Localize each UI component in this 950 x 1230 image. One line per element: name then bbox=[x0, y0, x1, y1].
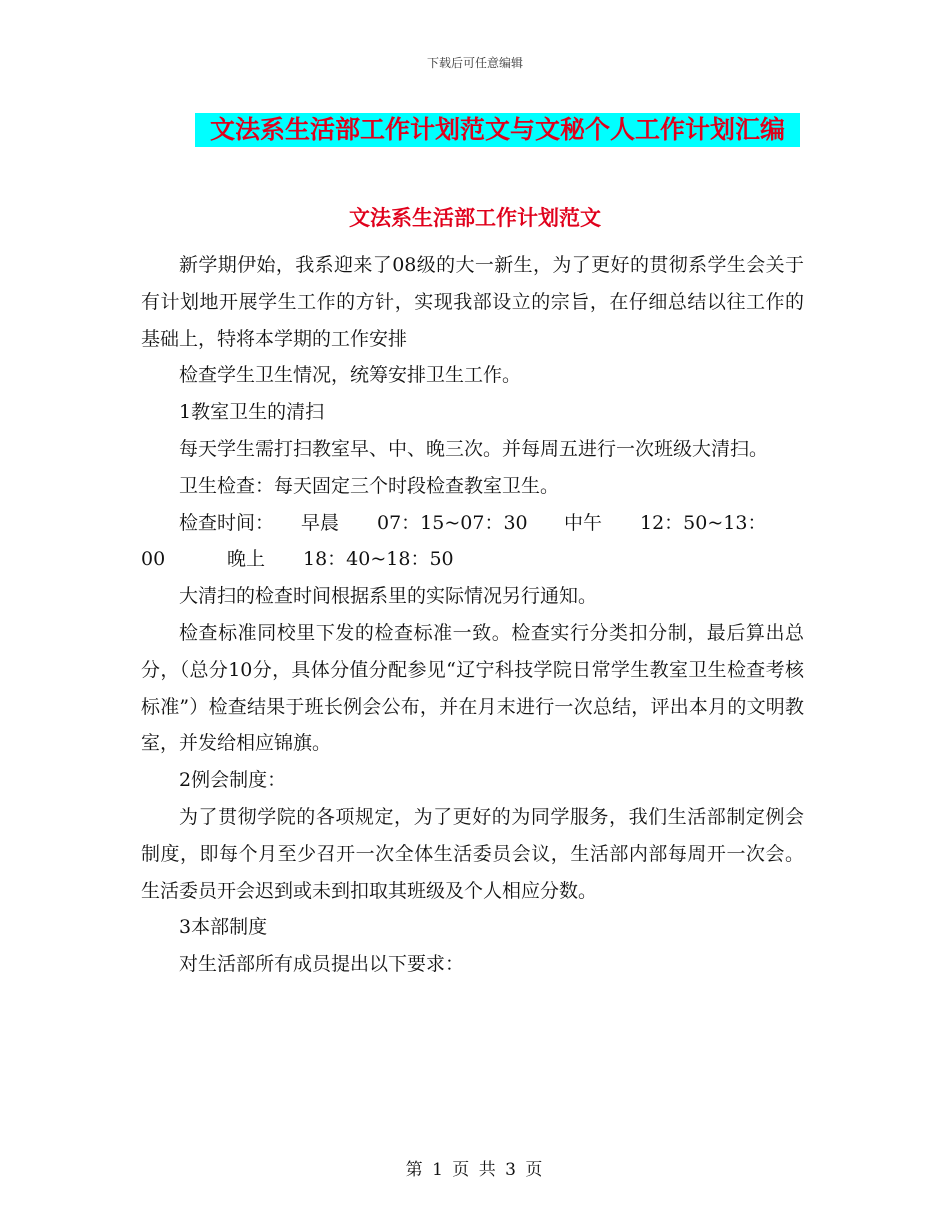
schedule-line bbox=[141, 505, 804, 542]
paragraph: 对生活部所有成员提出以下要求： bbox=[179, 953, 465, 976]
section-title: 文法系生活部工作计划范文 bbox=[349, 205, 601, 230]
schedule-evening-label: 晚上 bbox=[227, 548, 266, 571]
schedule-label: 检查时间： bbox=[179, 511, 275, 534]
page-number: 第 1 页 共 3 页 bbox=[405, 1160, 545, 1180]
document-title: 文法系生活部工作计划范文与文秘个人工作计划汇编 bbox=[195, 113, 800, 147]
schedule-morning-time: 07：15~07：30 bbox=[377, 511, 528, 534]
subheading-department-rules: 3本部制度 bbox=[179, 916, 268, 939]
schedule-noon-time-end: 00 bbox=[141, 548, 166, 571]
paragraph: 为了贯彻学院的各项规定，为了更好的为同学服务，我们生活部制定例会制度，即每个月至少召开一次全体生活委员会议，生活部内部每周开一次会。生活委员开会迟到或未到扣取其班级及个人相应分数。 bbox=[141, 805, 804, 902]
schedule-line-2 bbox=[141, 541, 804, 578]
paragraph: 大清扫的检查时间根据系里的实际情况另行通知。 bbox=[179, 585, 598, 608]
subheading-classroom-cleaning: 1教室卫生的清扫 bbox=[179, 401, 325, 424]
paragraph: 每天学生需打扫教室早、中、晚三次。并每周五进行一次班级大清扫。 bbox=[179, 437, 769, 460]
paragraph: 检查标准同校里下发的检查标准一致。检查实行分类扣分制，最后算出总分，（总分10分，具体分值分配参见“辽宁科技学院日常学生教室卫生检查考核标准”）检查结果于班长例会公布，并在月末进行一次总结，评出本月的文明教室，并发给相应锦旗。 bbox=[141, 621, 804, 755]
document-body bbox=[141, 247, 804, 983]
schedule-evening-time: 18：40~18：50 bbox=[303, 548, 454, 571]
schedule-noon-time: 12：50~13： bbox=[640, 511, 767, 534]
schedule-noon-label: 中午 bbox=[564, 511, 603, 534]
paragraph: 检查学生卫生情况，统筹安排卫生工作。 bbox=[179, 364, 522, 387]
paragraph: 卫生检查：每天固定三个时段检查教室卫生。 bbox=[179, 474, 560, 497]
subheading-meeting-system: 2例会制度： bbox=[179, 769, 287, 792]
schedule-morning-label: 早晨 bbox=[301, 511, 340, 534]
header-note: 下载后可任意编辑 bbox=[426, 56, 523, 70]
paragraph-intro: 新学期伊始，我系迎来了08级的大一新生，为了更好的贯彻系学生会关于有计划地开展学生工作的方针，实现我部设立的宗旨，在仔细总结以往工作的基础上，特将本学期的工作安排 bbox=[141, 254, 804, 350]
